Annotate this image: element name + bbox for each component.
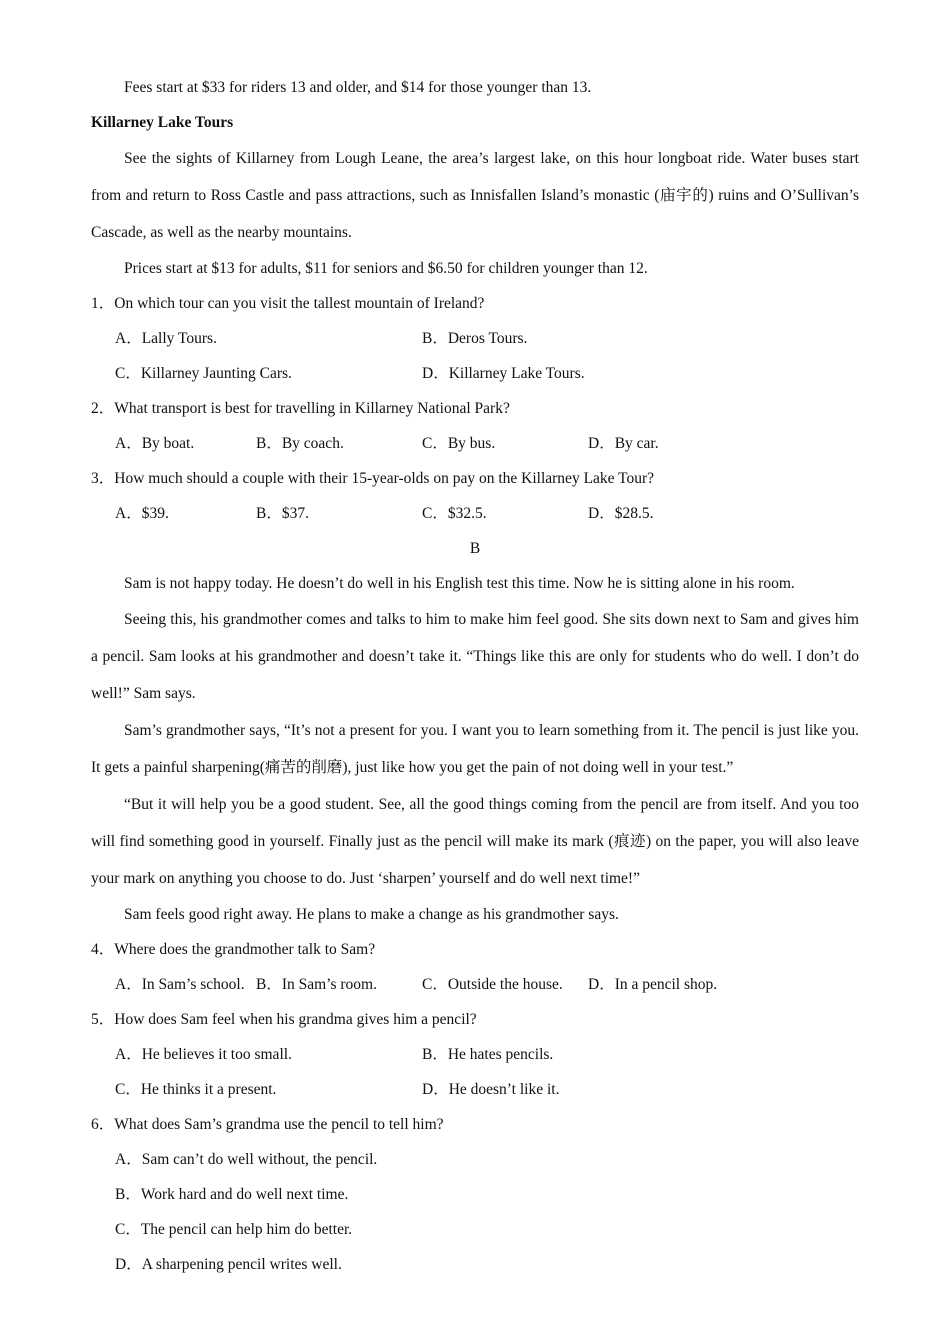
option-5c: C．He thinks it a present. (115, 1081, 277, 1098)
question-5: 5．How does Sam feel when his grandma gives him a pencil? (91, 1011, 477, 1028)
lake-tour-description: See the sights of Killarney from Lough Leane, the area’s largest lake, on this hour longboat ride. Water buses start from and return to Ross Castle and pass attractions, such as Innisfallen Island’s monastic (庙宇的) ruins and O’Sullivan’s Cascade, as well as the nearby mountains. (91, 150, 859, 241)
option-6b: B．Work hard and do well next time. (115, 1186, 349, 1203)
option-1d: D．Killarney Lake Tours. (422, 365, 585, 382)
option-2b: B．By coach. (256, 435, 344, 452)
lake-tour-prices: Prices start at $13 for adults, $11 for seniors and $6.50 for children younger than 12. (124, 260, 648, 277)
option-2a: A．By boat. (115, 435, 195, 452)
section-b-label: B (469, 540, 481, 557)
question-4: 4．Where does the grandmother talk to Sam? (91, 941, 376, 958)
question-4-options (91, 967, 859, 1002)
question-1-options-row-1 (91, 321, 859, 356)
option-4b: B．In Sam’s room. (256, 976, 377, 993)
question-5-options-row-2 (91, 1072, 859, 1107)
option-3b: B．$37. (256, 505, 309, 522)
question-1: 1．On which tour can you visit the tallest mountain of Ireland? (91, 295, 485, 312)
question-2-options (91, 426, 859, 461)
option-3c: C．$32.5. (422, 505, 487, 522)
option-5a: A．He believes it too small. (115, 1046, 292, 1063)
option-4a: A．In Sam’s school. (115, 976, 245, 993)
story-paragraph-2: Seeing this, his grandmother comes and talks to him to make him feel good. She sits down next to Sam and gives him a pencil. Sam looks at his grandmother and doesn’t take it. “Things like this are only for students who do well. I don’t do well!” Sam says. (91, 611, 859, 702)
story-paragraph-4: “But it will help you be a good student. See, all the good things coming from the pencil are from itself. And you too will find something good in yourself. Finally just as the pencil will make its mark (痕迹) on the paper, you will also leave your mark on anything you choose to do. Just ‘sharpen’ yourself and do well next time!” (91, 796, 859, 887)
option-1a: A．Lally Tours. (115, 330, 217, 347)
option-1c: C．Killarney Jaunting Cars. (115, 365, 292, 382)
option-6d: D．A sharpening pencil writes well. (115, 1256, 342, 1273)
section-heading-lake-tours: Killarney Lake Tours (91, 114, 234, 131)
option-5d: D．He doesn’t like it. (422, 1081, 560, 1098)
question-3: 3．How much should a couple with their 15-year-olds on pay on the Killarney Lake Tour? (91, 470, 655, 487)
option-2d: D．By car. (588, 435, 659, 452)
question-2: 2．What transport is best for travelling in Killarney National Park? (91, 400, 510, 417)
option-6a: A．Sam can’t do well without, the pencil. (115, 1151, 378, 1168)
story-paragraph-1: Sam is not happy today. He doesn’t do well in his English test this time. Now he is sitting alone in his room. (124, 575, 795, 592)
option-6c: C．The pencil can help him do better. (115, 1221, 353, 1238)
question-3-options (91, 496, 859, 531)
option-1b: B．Deros Tours. (422, 330, 528, 347)
story-paragraph-5: Sam feels good right away. He plans to make a change as his grandmother says. (124, 906, 619, 923)
fees-paragraph: Fees start at $33 for riders 13 and older, and $14 for those younger than 13. (124, 79, 592, 96)
option-4d: D．In a pencil shop. (588, 976, 718, 993)
option-3a: A．$39. (115, 505, 169, 522)
option-4c: C．Outside the house. (422, 976, 563, 993)
option-5b: B．He hates pencils. (422, 1046, 554, 1063)
story-paragraph-3: Sam’s grandmother says, “It’s not a present for you. I want you to learn something from it. The pencil is just like you. It gets a painful sharpening(痛苦的削磨), just like how you get the pain of not doing well in your test.” (91, 722, 859, 776)
question-6: 6．What does Sam’s grandma use the pencil to tell him? (91, 1116, 444, 1133)
option-2c: C．By bus. (422, 435, 496, 452)
document-page (91, 70, 859, 1282)
option-3d: D．$28.5. (588, 505, 654, 522)
question-1-options-row-2 (91, 356, 859, 391)
question-5-options-row-1 (91, 1037, 859, 1072)
